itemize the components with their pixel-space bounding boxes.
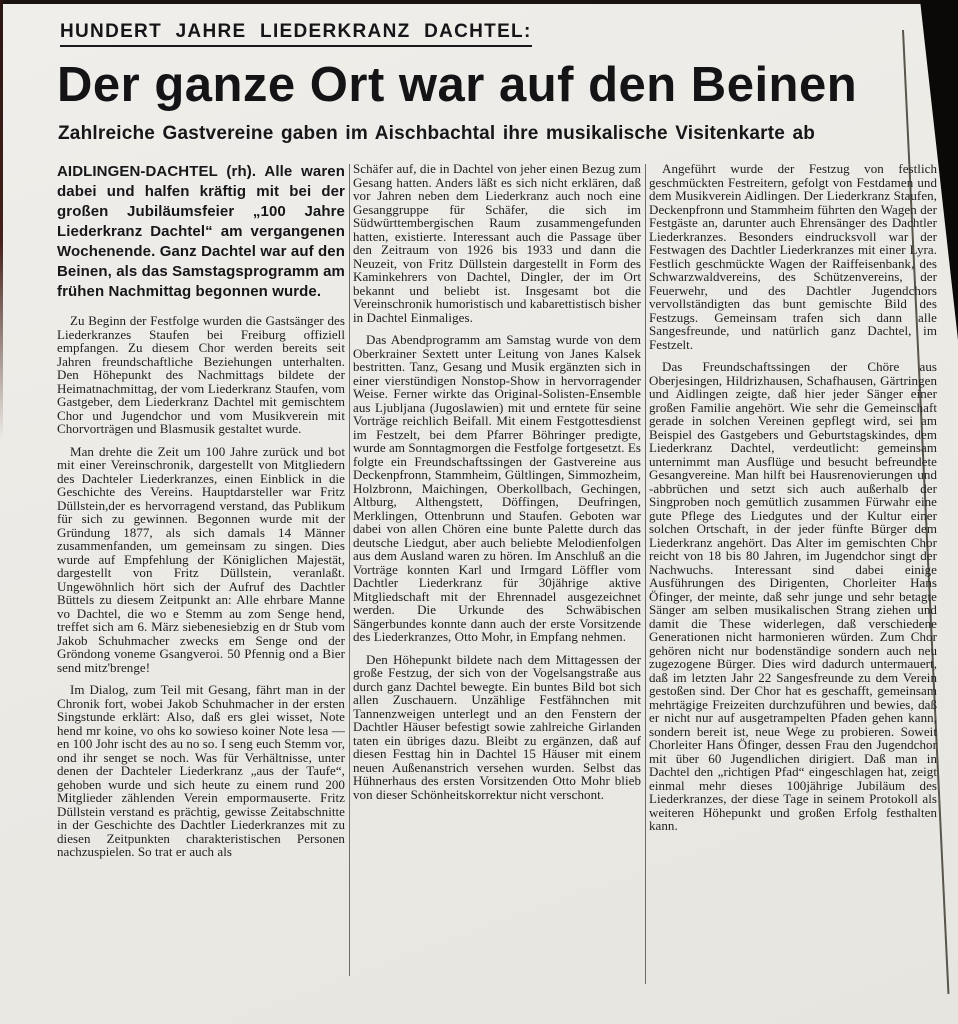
paragraph: Angeführt wurde der Festzug von festlich geschmückten Festreitern, gefolgt von Festdamen und dem Musikverein Aidlingen. Der Liederkranz Staufen, Deckenpfronn und Stammheim führten den Wagen der Festgäste an, darunter auch Ehrensänger des Dachtler Liederkranzes. Besonders eindrucksvoll war der Festwagen des Dachtler Liederkranzes mit einer Lyra. Festlich geschmückte Wagen der Raiffeisenbank, des Schwarzwaldvereins, des Schützenvereins, der Feuerwehr, und des Dachtler Jugendchors vervollständigten das bunt gemischte Bild des Festzugs. Gemeinsam trafen sich dann alle Sangesfreunde, und natürlich ganz Dachtel, im Festzelt. [649,161,937,352]
article [57,22,938,984]
paragraph: Den Höhepunkt bildete nach dem Mittagessen der große Festzug, der sich von der Vogelsangstraße aus durch ganz Dachtel bewegte. Ein buntes Bild bot sich allen Zuschauern. Unzählige Festfähnchen mit Tannenzweigen unterlegt und an den Fenstern der Dachtler Häuser befestigt sowie zahlreiche Girlanden taten ein übriges dazu. Bleibt zu ergänzen, daß auf diesen Festtag hin in Dachtel 15 Häuser mit einem neuen Außenanstrich versehen wurden. Selbst das Hühnerhaus des ersten Vorsitzenden Otto Mohr blieb von dieser Schönheitskorrektur nicht verschont. [353,651,641,802]
column-1 [57,162,345,859]
paragraph: Im Dialog, zum Teil mit Gesang, fährt man in der Chronik fort, wobei Jakob Schuhmacher in der ersten Singstunde erklärt: Also, daß ers glei wisset, Note hend mr koine, vo ohs ko sowieso koiner Note lesa — en 100 Johr ischt des au no so. I seng euch Stemm vor, ond ihr senget se noch. Was für Verhältnisse, unter denen der Dachteler Liederkranz „aus der Taufe“, gehoben wurde und sich heute zu einem rund 200 Mitglieder zählenden Verein empormauserte. Fritz Düllstein verstand es prächtig, gewisse Zeitabschnitte in der Geschichte des Dachtler Liederkranzes mit zu diesen Zeitpunkten charakteristischen Personen nachzuspielen. So trat er auch als [57,682,345,860]
column-rule [645,164,646,984]
paragraph: Man drehte die Zeit um 100 Jahre zurück und bot mit einer Vereinschronik, dargestellt von Mitgliedern des Dachteler Liederkranzes, einen Einblick in die Geschichte des Vereins. Hauptdarsteller war Fritz Düllstein,der es hervorragend verstand, das Publikum für sich zu gewinnen. Begonnen wurde mit der Gründung 1877, als sich damals 14 Männer zusammenfanden, um gemeinsam zu singen. Dies wurde auf Empfehlung der Königlichen Majestät, dargestellt von Fritz Düllstein, veranlaßt. Ungewöhnlich hört sich der Aufruf des Dachtler Büttels zu diesem Zeitpunkt an: Alle ehrbare Manne vo Dachtel, die wo e Stemm au zom Senge hend, treffet sich am 6. März siebenesiebzig en dr Stub vom Jakob Schuhmacher zwecks em Senge ond der Gröndong voneme Gsangveroi. 50 Pfennig ond a Bier send mitz'brenge! [57,443,345,675]
kicker: HUNDERT JAHRE LIEDERKRANZ DACHTEL: [60,22,532,47]
kicker-row [57,22,938,47]
paragraph: Zu Beginn der Festfolge wurden die Gastsänger des Liederkranzes Staufen bei Freiburg offiziell empfangen. Zu diesem Chor werden bereits seit Jahren freundschaftliche Beziehungen unterhalten. Den Höhepunkt des Nachmittags bildete der Heimatnachmittag, der vom Liederkranz Staufen, vom Gastgeber, dem Liederkranz Dachtel mit gemischtem Chor und Jugendchor und vom Musikverein mit Chorvorträgen und Blasmusik gestaltet wurde. [57,313,345,437]
lead-paragraph: AIDLINGEN-DACHTEL (rh). Alle waren dabei und halfen kräftig mit bei der großen Jubiläumsfeier „100 Jahre Liederkranz Dachtel“ am vergangenen Wochenende. Ganz Dachtel war auf den Beinen, als das Samstagsprogramm am frühen Nachmittag begonnen wurde. [57,163,345,301]
paragraph: Schäfer auf, die in Dachtel von jeher einen Bezug zum Gesang hatten. Anders läßt es sich nicht erklären, daß vor Jahren neben dem Liederkranz auch noch eine Gesanggruppe für Schäfer, die sich im Südwürttembergischen Raum zusammengefunden hatten, existierte. Interessant auch die Passage über den Zeitraum von 1926 bis 1933 und dann die Neuzeit, von Fritz Düllstein dargestellt in Form des Kaminkehrers von Dachtel, Dingler, der im Ort bekannt und beliebt ist. Insgesamt bot die Vereinschronik humoristisch und kabarettistisch bisher in Dachtel Einmaliges. [353,161,641,325]
scan-edge-left [0,0,3,440]
headline: Der ganze Ort war auf den Beinen [57,58,858,112]
paragraph: Das Freundschaftssingen der Chöre aus Oberjesingen, Hildrizhausen, Schafhausen, Gärtringen und Aidlingen zeigte, daß hier jeder Sänger einer großen Familie angehört. Wie sehr die Gemeinschaft gerade in solchen Vereinen gepflegt wird, sei am Beispiel des Gastgebers und Geburtstagskindes, dem Liederkranz Dachtel, verdeutlicht: gemeinsam unternimmt man Ausflüge und besucht befreundete Gesangvereine. Man hilft bei Hausrenovierungen und -abbrüchen und setzt sich auch außerhalb der Singproben noch gemütlich zusammen Fürwahr eine gute Pflege des Liedgutes und der Kultur einer solchen Ortschaft, in der jeder fünfte Bürger dem Liederkranz angehört. Das Alter im gemischten Chor reicht von 18 bis 80 Jahren, im Jugendchor singt der Nachwuchs. Interessant sind dabei einige Ausführungen des Dirigenten, Chorleiter Hans Öfinger, der meinte, daß sehr junge und sehr betagte Sänger am selben musikalischen Strang ziehen und damit die These widerlegen, daß verschiedene Generationen nicht harmonieren würden. Zum Chor gehören nicht nur bodenständige sondern auch neu zugezogene Bürger. Dies wird dadurch untermauert, daß im letzten Jahr 22 Sangesfreunde zu dem Verein gestoßen sind. Der Chor hat es geschafft, gemeinsam mehrtägige Freizeiten durchzuführen und bewies, daß er nicht nur auf ausgetrampelten Pfaden gehen kann, sondern bereit ist, neue Wege zu probieren. Soweit Chorleiter Hans Öfinger, dessen Frau den Jugendchor mit über 60 Jugendlichen dirigiert. Daß man in Dachtel den „richtigen Pfad“ eingeschlagen hat, zeigt einmal mehr dieses 100jährige Jubiläum des Liederkranzes, der diese Tage in seinem Protokoll als weiteren Höhepunkt und großen Erfolg festhalten kann. [649,359,937,834]
scan-edge-top [0,0,958,4]
paragraph: Das Abendprogramm am Samstag wurde von dem Oberkrainer Sextett unter Leitung von Janes Kalsek bestritten. Tanz, Gesang und Musik ergänzten sich in einer vierstündigen Nonstop-Show in hervorragender Weise. Ferner wirkte das Original-Solisten-Ensemble aus Ljubljana (Jugoslawien) mit und erntete für seine Vorträge reichlich Beifall. Mit einem Festgottesdienst im Festzelt, bei dem Pfarrer Böhringer predigte, wurde am Sonntagmorgen die Festfolge fortgesetzt. Es folgte ein Freundschaftssingen der Gastvereine aus Deckenpfronn, Stammheim, Gültlingen, Simmozheim, Holzbronn, Maichingen, Oberkollbach, Gechingen, Altburg, Althengstett, Döffingen, Deufringen, Merklingen, Ottenbrunn und Staufen. Geboten war dabei von allen Chören eine bunte Palette durch das deutsche Liedgut, aber auch beliebte Melodienfolgen aus dem Ausland waren zu hören. Im Anschluß an die Vorträge konnten Karl und Irmgard Löffler vom Dachtler Liederkranz für 30jährige aktive Mitgliedschaft mit der Ehrennadel ausgezeichnet werden. Die Urkunde des Schwäbischen Sängerbundes konnte dann auch der erste Vorsitzende des Liederkranzes, Otto Mohr, in Empfang nehmen. [353,332,641,645]
column-rule [349,164,350,976]
article-columns [57,162,938,984]
column-3 [649,162,937,833]
column-2 [353,162,641,801]
subhead: Zahlreiche Gastvereine gaben im Aischbachtal ihre musikalische Visitenkarte ab [58,123,816,145]
